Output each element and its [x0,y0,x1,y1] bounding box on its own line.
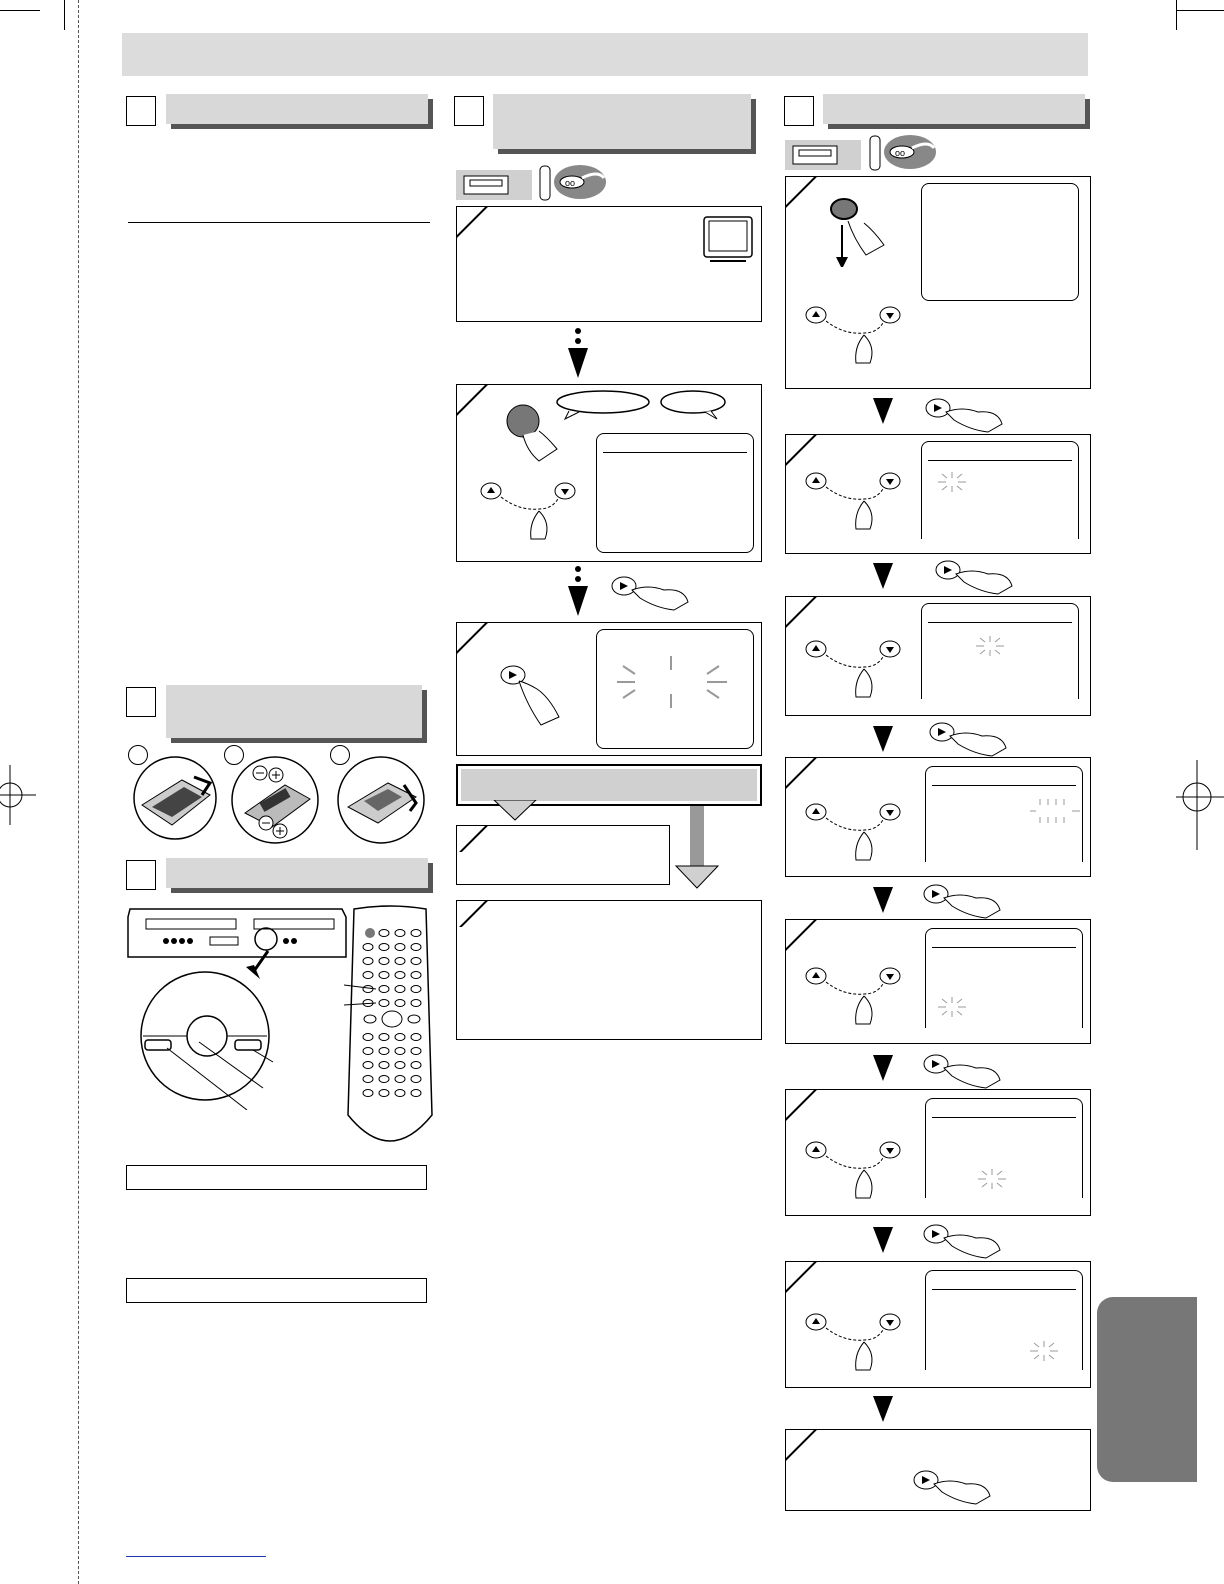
play-button-icon [934,556,1014,596]
up-down-buttons-icon [804,305,908,367]
middle-step-1-panel [456,206,762,322]
osd-rule [928,622,1072,623]
vcr-cassette-icon [456,170,532,200]
up-down-buttons-icon [804,802,908,864]
crop-mark-left-vertical [64,0,65,30]
battery-step-3 [330,745,430,845]
section-title-bar-right [823,94,1085,124]
speech-bubble-left [555,389,653,421]
flashing-indicator-icon [611,652,733,712]
right-step-5-panel [785,919,1091,1044]
section-title-bar-middle [493,94,751,149]
flow-arrow-2 [566,564,590,618]
footer-link[interactable] [126,1556,266,1557]
battery-cover-close-icon [336,755,426,845]
svg-text:oo: oo [895,148,906,158]
speech-bubble-right [659,389,729,421]
flashing-indicator-icon [934,995,970,1019]
section-divider-rule [128,222,430,223]
battery-step-1 [128,745,218,845]
up-down-buttons-icon [804,639,908,701]
flow-arrow [873,1227,893,1253]
flashing-indicator-icon [1026,1339,1062,1363]
osd-main-menu-screen [921,183,1079,301]
section-title-bar-3 [166,858,428,888]
section-title-bar-2 [166,685,422,738]
up-down-buttons-icon [479,481,583,543]
step-corner [786,1430,832,1476]
step-corner [457,207,503,253]
remote-hand-icon [536,160,608,202]
right-step-2-panel [785,434,1091,554]
vcr-cassette-icon [785,140,861,170]
note-box-2 [126,1278,427,1303]
page-header [122,33,1088,76]
section-number-box-middle [454,96,484,126]
osd-setting-screen [921,603,1079,699]
section-number-box-2 [126,687,156,717]
remote-hand-icon [866,130,938,172]
flashing-indicator-icon [974,1167,1010,1191]
osd-setting-screen [925,1270,1083,1370]
up-down-buttons-icon [804,1140,908,1202]
right-step-3-panel [785,596,1091,716]
flashing-indicator-icon [972,634,1008,658]
middle-step-3-panel [456,622,762,756]
right-step-6-panel [785,1089,1091,1216]
osd-menu-rule [603,452,747,453]
up-down-buttons-icon [804,1312,908,1374]
play-button-icon [610,572,690,612]
osd-rule [932,947,1076,948]
step-corner [457,826,497,852]
flow-arrow [873,398,893,424]
step-corner [457,901,517,927]
play-press-icon [497,661,567,745]
branch-arrow-right [674,806,720,890]
osd-setting-screen [925,1098,1083,1198]
play-button-icon [922,880,1002,920]
svg-text:oo: oo [565,178,576,188]
play-button-icon [912,1466,992,1506]
branch-panel-b [456,900,762,1040]
crop-mark-top-left [0,10,40,11]
section-number-box-right [784,96,814,126]
play-button-icon [922,1220,1002,1260]
branch-header-fill [461,769,757,801]
flashing-indicator-icon [1026,797,1082,825]
osd-rule [928,460,1072,461]
registration-mark-right [1170,760,1224,850]
right-step-1-panel [785,176,1091,389]
vcr-dvd-unit-illustration [124,905,350,963]
flashing-indicator-icon [934,470,970,494]
branch-arrow-left [492,800,538,822]
step-corner [786,758,832,804]
battery-insert-polarity-icon [230,755,320,845]
section-title-bar-1 [166,94,428,124]
osd-rule [932,785,1076,786]
flow-arrow [873,887,893,913]
middle-step-2-panel [456,384,762,562]
flow-arrow [873,726,893,752]
tv-screen-icon [702,215,754,265]
right-step-4-panel [785,757,1091,877]
osd-rule [932,1117,1076,1118]
right-step-8-panel [785,1429,1091,1511]
battery-step-2 [224,745,324,845]
step-corner [786,597,832,643]
registration-mark-left [0,765,40,825]
crop-mark-top-right [1176,10,1224,11]
right-step-7-panel [785,1261,1091,1388]
play-button-icon [924,394,1004,434]
step-corner [786,1090,832,1136]
flow-arrow-1 [566,326,590,380]
binding-guide-line [78,0,79,1584]
step-corner [786,920,832,966]
osd-menu-screen [596,433,754,553]
branch-panel-a [456,825,670,885]
step-corner [786,1262,832,1308]
front-panel-zoom-circle [135,970,275,1110]
note-box-1 [126,1165,427,1190]
crop-mark-right-vertical [1176,0,1177,30]
osd-setting-screen [925,766,1083,862]
section-number-box-1 [126,96,156,126]
chapter-tab[interactable] [1097,1297,1197,1482]
osd-setting-screen [921,441,1079,539]
step-corner [457,385,503,431]
battery-cover-open-icon [132,755,218,841]
osd-flash-screen [596,629,754,749]
setup-button-press-icon [501,399,561,463]
setup-button-press-icon [826,195,886,267]
play-button-icon [928,718,1008,758]
play-button-icon [922,1050,1002,1090]
flow-arrow [873,1396,893,1422]
osd-setting-screen [925,928,1083,1028]
up-down-buttons-icon [804,471,908,533]
section-number-box-3 [126,860,156,890]
flow-arrow [873,1055,893,1081]
flow-arrow [873,563,893,589]
up-down-buttons-icon [804,966,908,1028]
osd-rule [932,1289,1076,1290]
remote-control-illustration [340,905,440,1157]
